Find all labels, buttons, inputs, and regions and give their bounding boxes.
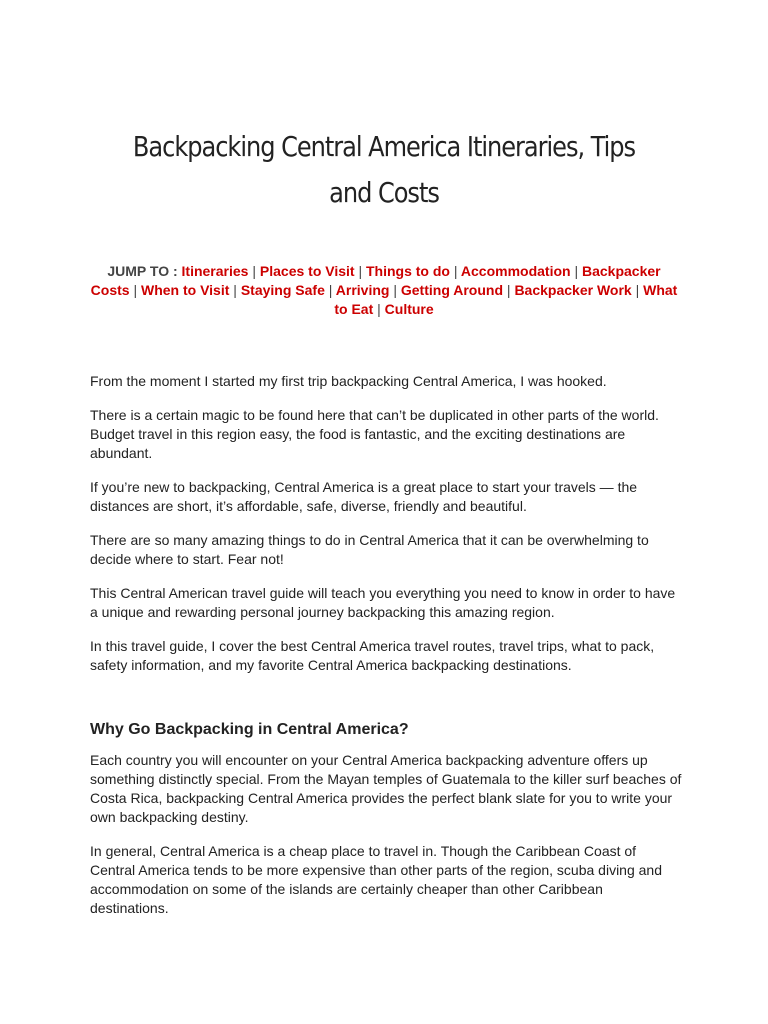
jump-link-itineraries[interactable]: Itineraries (181, 263, 249, 279)
jump-link-places-to-visit[interactable]: Places to Visit (259, 263, 355, 279)
intro-paragraph: In this travel guide, I cover the best Central America travel routes, travel trips, what to pack, safety information, and my favorite Central America backpacking destinations. (90, 638, 655, 673)
section-heading: Why Go Backpacking in Central America? (90, 721, 409, 738)
separator: | (358, 263, 363, 279)
jump-link-getting-around[interactable]: Getting Around (400, 282, 504, 298)
intro-paragraph: There is a certain magic to be found here that can’t be duplicated in other parts of the world. Budget travel in this region easy, the food is fantastic, and the exciting destinations are abundant. (90, 407, 659, 461)
separator: | (393, 282, 397, 298)
jump-link-when-to-visit[interactable]: When to Visit (140, 282, 230, 298)
separator: | (377, 301, 381, 317)
intro-paragraph: This Central American travel guide will teach you everything you need to know in order to have a unique and rewarding personal journey backpacking this amazing region. (90, 585, 676, 620)
separator: | (453, 263, 458, 279)
jump-link-backpacker-work[interactable]: Backpacker Work (514, 282, 632, 298)
jump-link-things-to-do[interactable]: Things to do (366, 263, 450, 279)
jump-to-nav (88, 262, 680, 319)
jump-to-label: JUMP TO : (107, 263, 178, 279)
separator: | (635, 282, 640, 298)
jump-link-culture[interactable]: Culture (384, 301, 434, 317)
jump-link-arriving[interactable]: Arriving (335, 282, 390, 298)
jump-link-staying-safe[interactable]: Staying Safe (240, 282, 325, 298)
separator: | (133, 282, 138, 298)
intro-paragraph: If you’re new to backpacking, Central America is a great place to start your travels — the distances are short, it’s affordable, safe, diverse, friendly and beautiful. (90, 479, 638, 514)
separator: | (506, 282, 511, 298)
section-paragraph: In general, Central America is a cheap place to travel in. Though the Caribbean Coast of Central America tends to be more expensive than other parts of the region, scuba diving and accommodation on some of the islands are certainly cheaper than other Caribbean destinations. (90, 843, 663, 916)
article-body (90, 372, 684, 933)
page-title: Backpacking Central America Itineraries, Tips and Costs (132, 130, 636, 209)
jump-link-what-to-eat[interactable]: What to Eat (334, 282, 678, 317)
separator: | (574, 263, 579, 279)
separator: | (233, 282, 237, 298)
section-paragraph: Each country you will encounter on your Central America backpacking adventure offers up something distinctly special. From the Mayan temples of Guatemala to the killer surf beaches of Costa Rica, backpacking Central America provides the perfect blank slate for you to write your own backpacking destiny. (90, 752, 682, 825)
jump-link-backpacker-costs[interactable]: Backpacker Costs (90, 263, 661, 298)
separator: | (328, 282, 333, 298)
intro-paragraph: There are so many amazing things to do in Central America that it can be overwhelming to decide where to start. Fear not! (90, 532, 649, 567)
jump-link-accommodation[interactable]: Accommodation (460, 263, 571, 279)
intro-paragraph: From the moment I started my first trip backpacking Central America, I was hooked. (90, 373, 607, 389)
separator: | (252, 263, 256, 279)
